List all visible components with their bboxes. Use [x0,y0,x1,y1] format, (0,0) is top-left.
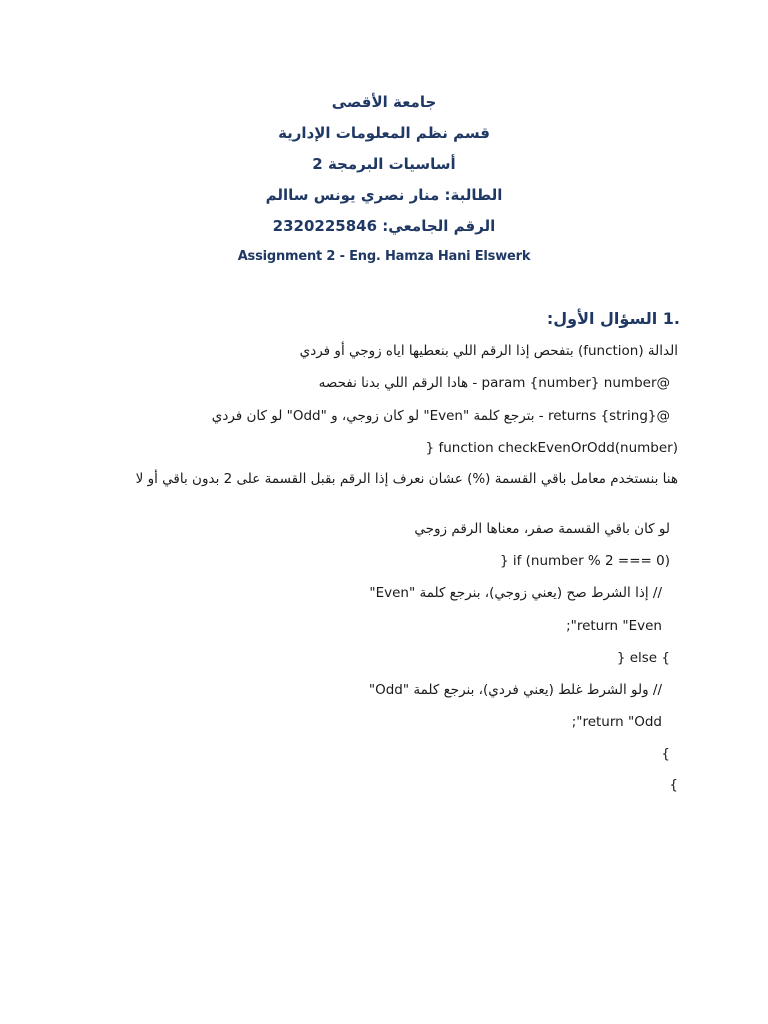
course-name: أساسيات البرمجة 2 [312,155,456,173]
code-line: } [669,777,678,793]
doc-line: لو كان باقي القسمة صفر، معناها الرقم زوجي [414,521,670,537]
assignment-title: Assignment 2 - Eng. Hamza Hani Elswerk [237,249,531,264]
doc-line: @param {number} number - هادا الرقم اللي بدنا نفحصه [318,375,670,391]
code-comment: // ولو الشرط غلط (يعني فردي)، بنرجع كلمة "Odd" [368,682,662,698]
question-title: .1 السؤال الأول: [546,309,680,328]
doc-line: @returns {string} - بترجع كلمة "Even" لو كان زوجي، و "Odd" لو كان فردي [211,408,670,424]
code-line: if (number % 2 === 0) { [499,553,670,569]
code-line: } else { [616,650,670,666]
department-name: قسم نظم المعلومات الإدارية [278,124,490,142]
code-line: return "Odd"; [571,714,662,730]
doc-line: الدالة (function) بتفحص إذا الرقم اللي بنعطيها اياه زوجي أو فردي [299,343,678,359]
code-line: return "Even"; [566,618,662,634]
doc-line: هنا بنستخدم معامل باقي القسمة (%) عشان نعرف إذا الرقم بقبل القسمة على 2 بدون باقي أو لا [135,471,678,487]
student-id: الرقم الجامعي: 2320225846 [272,217,496,235]
code-comment: // إذا الشرط صح (يعني زوجي)، بنرجع كلمة "Even" [369,585,662,601]
university-name: جامعة الأقصى [331,93,437,111]
code-line: function checkEvenOrOdd(number) { [425,440,678,456]
code-line: } [661,746,670,762]
student-name: الطالبة: منار نصري يونس ساالم [265,186,503,204]
